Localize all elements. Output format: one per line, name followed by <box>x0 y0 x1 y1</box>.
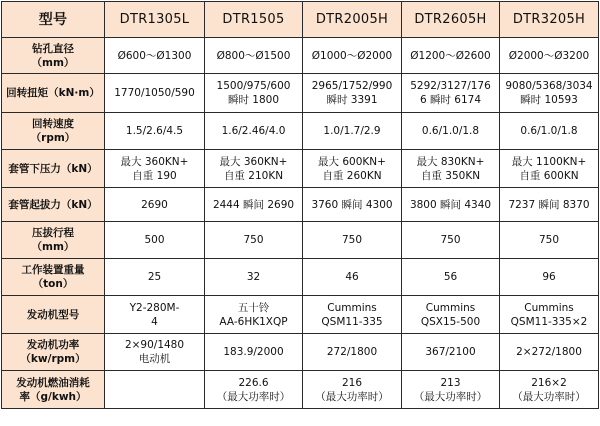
spec-cell-line: 五十铃 <box>237 301 270 314</box>
spec-cell-line: 0.6/1.0/1.8 <box>520 125 578 137</box>
spec-cell <box>105 188 205 222</box>
spec-cell-line: QSM11-335 <box>321 315 383 328</box>
spec-cell-line: Cummins <box>425 301 476 314</box>
spec-cell <box>303 113 402 150</box>
spec-cell <box>205 188 303 222</box>
spec-cell <box>303 38 402 74</box>
spec-cell-line: Ø1000～Ø2000 <box>311 49 393 62</box>
spec-cell-line: AA-6HK1XQP <box>219 315 288 328</box>
row-label-line: 回转扭矩（kN·m） <box>6 87 100 99</box>
spec-cell <box>303 371 402 409</box>
spec-cell-line: 0.6/1.0/1.8 <box>421 125 480 137</box>
spec-cell <box>402 334 500 371</box>
spec-cell <box>500 150 599 188</box>
spec-cell <box>500 222 599 259</box>
spec-cell <box>105 296 205 334</box>
spec-cell-line: 500 <box>144 234 165 246</box>
spec-cell-line: 4 <box>151 315 158 328</box>
row-label <box>2 222 105 259</box>
spec-cell-line: 5292/3127/176 <box>410 80 491 92</box>
model-header-dtr2005h: DTR2005H <box>303 2 402 38</box>
table-row <box>2 74 599 113</box>
spec-cell-line: 瞬时 1800 <box>227 94 280 106</box>
spec-cell-line: （最大功率时） <box>413 390 488 403</box>
spec-cell-line: 226.6 <box>238 376 269 389</box>
spec-cell-line: Ø1200～Ø2600 <box>410 49 491 62</box>
spec-cell <box>500 296 599 334</box>
spec-cell-line: Ø800～Ø1500 <box>216 49 291 62</box>
row-label <box>2 188 105 222</box>
row-label <box>2 371 105 409</box>
spec-cell <box>205 296 303 334</box>
row-label-line: （rpm） <box>30 132 76 144</box>
spec-cell-line: （最大功率时） <box>512 390 586 403</box>
spec-cell-line: Y2-280M- <box>129 301 180 314</box>
spec-cell-line: 750 <box>341 234 363 246</box>
row-label <box>2 334 105 371</box>
spec-cell-line: 1770/1050/590 <box>114 87 195 99</box>
row-label <box>2 38 105 74</box>
spec-cell <box>205 113 303 150</box>
row-label-line: 发动机燃油消耗 <box>16 376 90 389</box>
row-label-line: 套管起拔力（kN） <box>8 198 98 211</box>
spec-cell <box>402 188 500 222</box>
spec-cell-line: 电动机 <box>138 353 171 365</box>
model-header-dtr3205h: DTR3205H <box>500 2 599 38</box>
spec-cell-line: 46 <box>345 271 359 283</box>
spec-cell-line: Cummins <box>524 301 574 314</box>
spec-table <box>1 1 599 409</box>
spec-cell-line: 最大 1100KN+ <box>511 155 587 168</box>
spec-cell-line: 2690 <box>141 198 168 211</box>
spec-cell <box>205 38 303 74</box>
spec-cell-line: 96 <box>542 271 556 283</box>
spec-cell <box>205 222 303 259</box>
spec-cell-line: 2×90/1480 <box>124 339 185 351</box>
spec-cell-line: QSX15-500 <box>420 315 481 328</box>
table-row <box>2 259 599 296</box>
spec-cell <box>500 188 599 222</box>
spec-cell <box>303 74 402 113</box>
spec-cell <box>205 150 303 188</box>
table-row <box>2 188 599 222</box>
spec-cell-line: 750 <box>440 234 461 246</box>
spec-cell-line: （最大功率时） <box>216 390 291 403</box>
model-header-dtr1305l: DTR1305L <box>105 2 205 38</box>
spec-cell-line: 最大 360KN+ <box>120 155 189 168</box>
row-label-line: 钻孔直径 <box>32 42 74 55</box>
spec-cell-line: 9080/5368/3034 <box>505 80 593 92</box>
spec-cell-line: 自重 210KN <box>223 169 284 182</box>
table-row <box>2 334 599 371</box>
spec-cell-line: 32 <box>246 271 261 283</box>
table-row <box>2 222 599 259</box>
spec-cell-line: 自重 260KN <box>322 169 382 182</box>
spec-cell-line: 56 <box>443 271 458 283</box>
row-label-line: （kw/rpm） <box>20 353 86 365</box>
row-label <box>2 296 105 334</box>
row-label-line: 回转速度 <box>32 118 74 130</box>
spec-cell <box>303 334 402 371</box>
spec-cell <box>105 222 205 259</box>
spec-cell <box>105 38 205 74</box>
spec-cell-line: 2×272/1800 <box>516 346 582 358</box>
spec-cell-line: 1500/975/600 <box>216 80 291 92</box>
spec-cell <box>402 150 500 188</box>
spec-cell-line: 自重 600KN <box>519 169 579 182</box>
row-label-line: 发动机型号 <box>26 308 80 321</box>
spec-cell <box>303 259 402 296</box>
header-corner-cell: 型号 <box>2 2 105 38</box>
spec-cell-line: 6 瞬时 6174 <box>419 94 482 106</box>
table-row <box>2 150 599 188</box>
spec-cell <box>500 259 599 296</box>
model-header-dtr2605h: DTR2605H <box>402 2 500 38</box>
spec-cell-line: Ø2000～Ø3200 <box>508 49 590 62</box>
spec-cell-line: 2444 瞬间 2690 <box>212 198 295 211</box>
spec-cell-line: 自重 350KN <box>420 169 481 182</box>
spec-cell <box>205 371 303 409</box>
spec-cell-line: 3800 瞬间 4340 <box>409 198 492 211</box>
spec-table-body <box>2 2 599 409</box>
spec-cell <box>402 259 500 296</box>
row-label-line: 工作装置重量 <box>21 264 85 276</box>
spec-cell-line: 1.0/1.7/2.9 <box>323 125 381 137</box>
spec-cell <box>402 371 500 409</box>
row-label-line: （ton） <box>32 278 74 290</box>
spec-cell <box>303 150 402 188</box>
spec-cell <box>500 371 599 409</box>
spec-cell-line: 213 <box>440 376 461 389</box>
spec-cell-line: 216 <box>341 376 363 389</box>
spec-cell-line: QSM11-335×2 <box>510 315 588 328</box>
spec-cell <box>105 150 205 188</box>
row-label-line: （mm） <box>31 56 75 69</box>
spec-cell <box>105 259 205 296</box>
spec-cell <box>500 113 599 150</box>
spec-cell <box>402 222 500 259</box>
row-label <box>2 74 105 113</box>
spec-cell <box>105 371 205 409</box>
spec-cell <box>500 38 599 74</box>
header-row <box>2 2 599 38</box>
spec-cell <box>105 113 205 150</box>
row-label-line: 率（g/kwh） <box>19 390 87 403</box>
spec-cell-line: 183.9/2000 <box>223 346 284 358</box>
spec-cell-line: 3760 瞬间 4300 <box>311 198 393 211</box>
spec-cell-line: 2965/1752/990 <box>311 80 393 92</box>
spec-cell <box>105 74 205 113</box>
spec-cell-line: 瞬时 10593 <box>520 94 578 106</box>
spec-cell <box>303 296 402 334</box>
spec-cell-line: 272/1800 <box>326 346 378 358</box>
table-row <box>2 371 599 409</box>
spec-cell-line: 216×2 <box>531 376 567 389</box>
spec-cell-line: 最大 360KN+ <box>219 155 288 168</box>
row-label <box>2 150 105 188</box>
spec-cell <box>303 222 402 259</box>
spec-cell-line: 367/2100 <box>425 346 476 358</box>
spec-cell <box>402 38 500 74</box>
spec-cell-line: Cummins <box>327 301 377 314</box>
spec-cell-line: 最大 830KN+ <box>416 155 485 168</box>
spec-cell-line: 7237 瞬间 8370 <box>508 198 590 211</box>
row-label-line: （mm） <box>31 241 75 253</box>
spec-cell-line: 750 <box>538 234 560 246</box>
spec-cell <box>402 113 500 150</box>
spec-cell <box>205 74 303 113</box>
spec-cell-line: 750 <box>243 234 264 246</box>
table-row <box>2 38 599 74</box>
row-label <box>2 113 105 150</box>
spec-cell-line: （最大功率时） <box>315 390 389 403</box>
spec-cell <box>500 334 599 371</box>
table-row <box>2 296 599 334</box>
spec-cell <box>402 296 500 334</box>
row-label-line: 套管下压力（kN） <box>8 162 98 175</box>
spec-cell <box>205 334 303 371</box>
spec-cell-line: 最大 600KN+ <box>318 155 386 168</box>
spec-cell-line: 25 <box>147 271 162 283</box>
spec-cell <box>303 188 402 222</box>
spec-cell <box>205 259 303 296</box>
spec-cell <box>105 334 205 371</box>
model-header-dtr1505: DTR1505 <box>205 2 303 38</box>
row-label-line: 发动机功率 <box>26 339 80 351</box>
spec-cell-line: 瞬时 3391 <box>326 94 378 106</box>
spec-cell-line: 1.6/2.46/4.0 <box>221 125 286 137</box>
row-label-line: 压拔行程 <box>32 227 74 239</box>
spec-cell <box>402 74 500 113</box>
row-label <box>2 259 105 296</box>
spec-cell-line: 1.5/2.6/4.5 <box>125 125 184 137</box>
spec-cell-line: 自重 190 <box>132 169 177 182</box>
spec-cell <box>500 74 599 113</box>
table-row <box>2 113 599 150</box>
spec-cell-line: Ø600～Ø1300 <box>117 49 192 62</box>
